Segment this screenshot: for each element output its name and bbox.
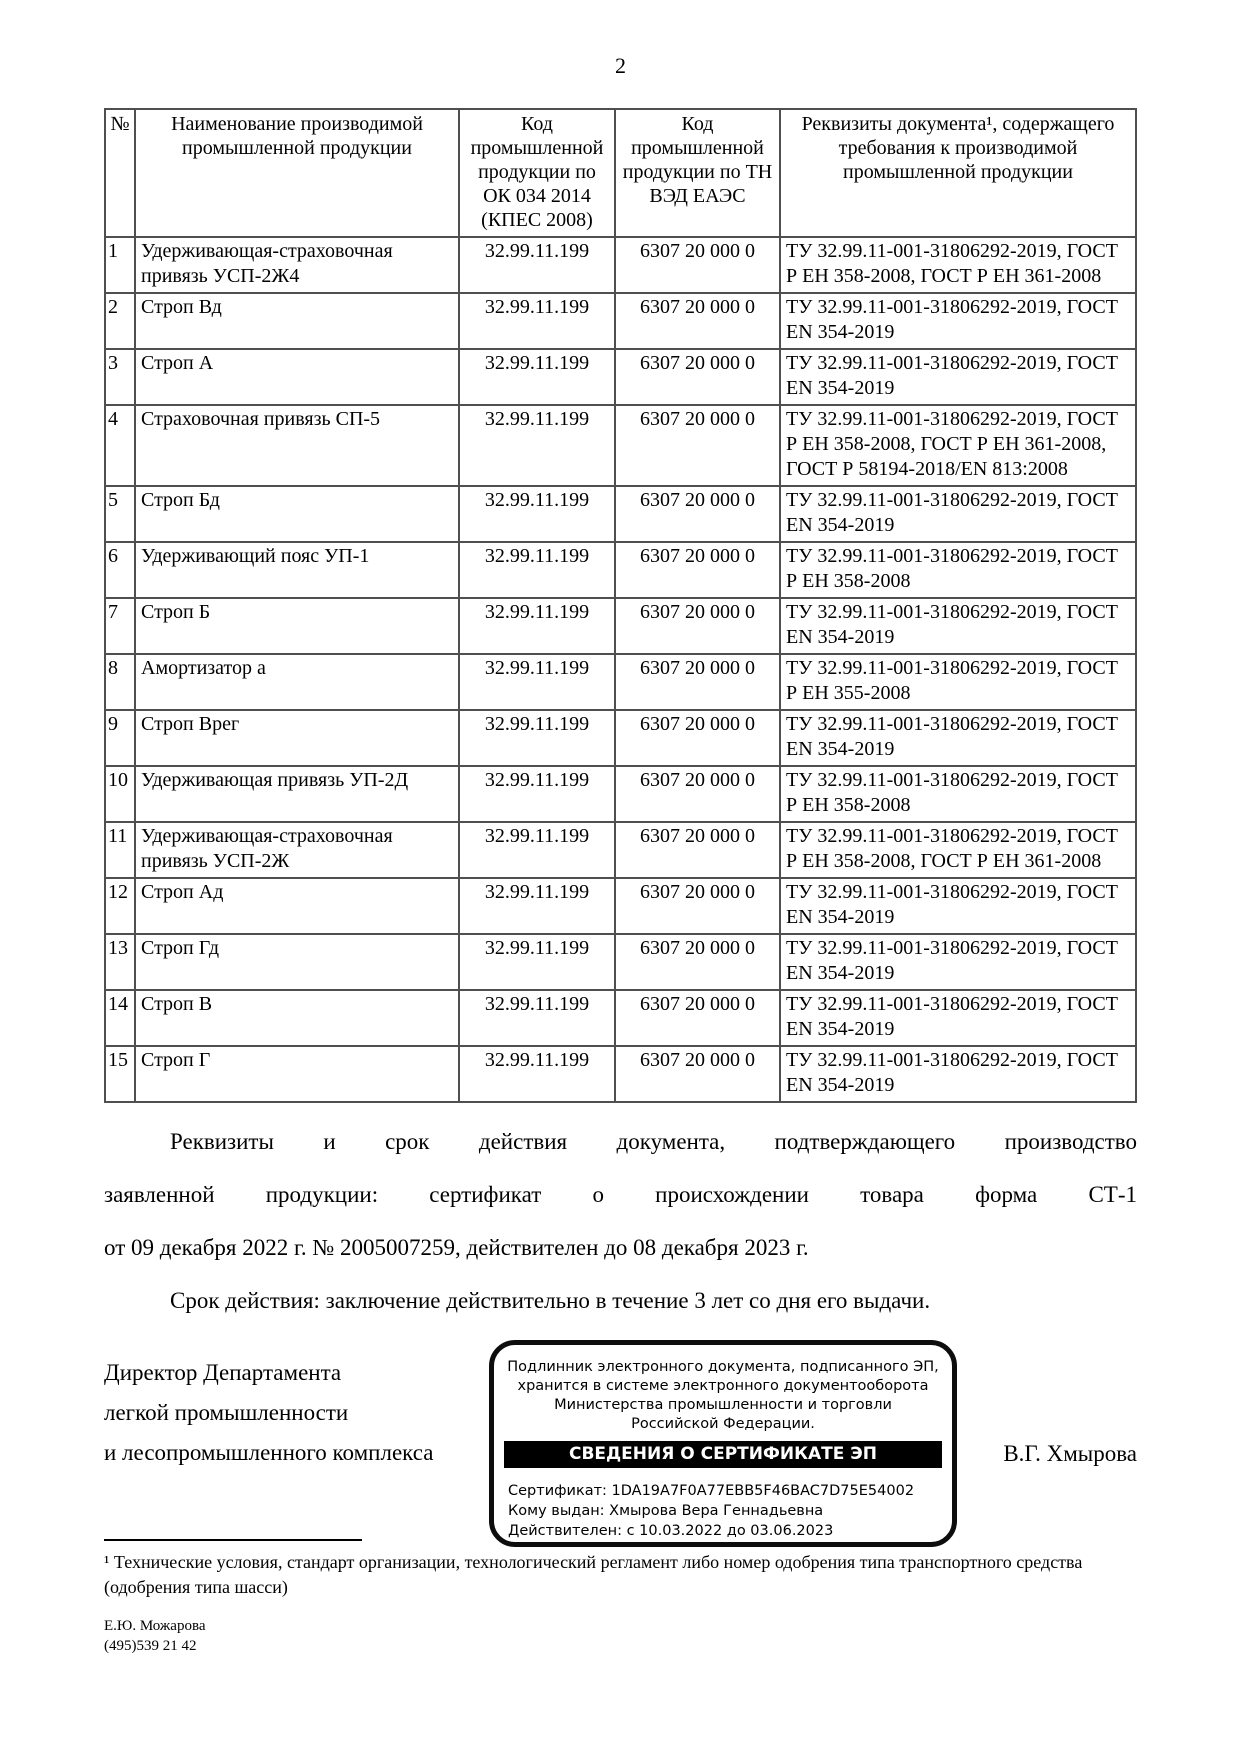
stamp-certificate-bar: СВЕДЕНИЯ О СЕРТИФИКАТЕ ЭП bbox=[504, 1441, 942, 1468]
table-row bbox=[105, 486, 1136, 542]
tnved-code-cell: 6307 20 000 0 bbox=[615, 486, 780, 542]
row-number-cell: 5 bbox=[105, 486, 135, 542]
tnved-code-cell: 6307 20 000 0 bbox=[615, 1046, 780, 1102]
row-number-cell: 14 bbox=[105, 990, 135, 1046]
stamp-intro-text bbox=[494, 1358, 952, 1434]
col-header-document-requisites: Реквизиты документа¹, содержащего требования к производимой промышленной продукции bbox=[780, 109, 1136, 237]
signature-name: В.Г. Хмырова bbox=[1003, 1441, 1137, 1466]
page-number: 2 bbox=[615, 53, 626, 78]
document-requisites-cell: ТУ 32.99.11-001-31806292-2019, ГОСТ EN 354-2019 bbox=[780, 710, 1136, 766]
stamp-intro-line: Российской Федерации. bbox=[631, 1416, 815, 1432]
tnved-code-cell: 6307 20 000 0 bbox=[615, 766, 780, 822]
okpd-code-cell: 32.99.11.199 bbox=[459, 405, 615, 486]
document-requisites-cell: ТУ 32.99.11-001-31806292-2019, ГОСТ Р ЕН 358-2008, ГОСТ Р ЕН 361-2008 bbox=[780, 237, 1136, 293]
document-requisites-cell: ТУ 32.99.11-001-31806292-2019, ГОСТ EN 354-2019 bbox=[780, 1046, 1136, 1102]
tnved-code-cell: 6307 20 000 0 bbox=[615, 293, 780, 349]
okpd-code-cell: 32.99.11.199 bbox=[459, 237, 615, 293]
row-number-cell: 10 bbox=[105, 766, 135, 822]
row-number-cell: 3 bbox=[105, 349, 135, 405]
col-header-product-name: Наименование производимой промышленной продукции bbox=[135, 109, 459, 237]
tnved-code-cell: 6307 20 000 0 bbox=[615, 878, 780, 934]
signature-title-line: и лесопромышленного комплекса bbox=[104, 1440, 434, 1465]
signature-title-line: Директор Департамента bbox=[104, 1360, 342, 1385]
tnved-code-cell: 6307 20 000 0 bbox=[615, 710, 780, 766]
okpd-code-cell: 32.99.11.199 bbox=[459, 878, 615, 934]
col-header-okpd-code: Код промышленной продукции по ОК 034 2014 (КПЕС 2008) bbox=[459, 109, 615, 237]
table-header-row bbox=[105, 109, 1136, 237]
row-number-cell: 6 bbox=[105, 542, 135, 598]
tnved-code-cell: 6307 20 000 0 bbox=[615, 822, 780, 878]
document-requisites-cell: ТУ 32.99.11-001-31806292-2019, ГОСТ EN 354-2019 bbox=[780, 486, 1136, 542]
product-name-cell: Удерживающая привязь УП-2Д bbox=[135, 766, 459, 822]
footer-contact-name: Е.Ю. Можарова bbox=[104, 1618, 206, 1634]
page-footer bbox=[104, 1616, 1137, 1656]
stamp-certificate-details bbox=[508, 1481, 952, 1541]
footnote-separator bbox=[104, 1539, 362, 1541]
table-row bbox=[105, 822, 1136, 878]
tnved-code-cell: 6307 20 000 0 bbox=[615, 237, 780, 293]
table-row bbox=[105, 237, 1136, 293]
table-row bbox=[105, 293, 1136, 349]
product-name-cell: Строп Бд bbox=[135, 486, 459, 542]
okpd-code-cell: 32.99.11.199 bbox=[459, 598, 615, 654]
document-requisites-cell: ТУ 32.99.11-001-31806292-2019, ГОСТ EN 354-2019 bbox=[780, 349, 1136, 405]
document-requisites-cell: ТУ 32.99.11-001-31806292-2019, ГОСТ EN 354-2019 bbox=[780, 293, 1136, 349]
esignature-stamp bbox=[489, 1340, 957, 1547]
product-name-cell: Страховочная привязь СП-5 bbox=[135, 405, 459, 486]
row-number-cell: 8 bbox=[105, 654, 135, 710]
table-row bbox=[105, 710, 1136, 766]
document-requisites-cell: ТУ 32.99.11-001-31806292-2019, ГОСТ EN 354-2019 bbox=[780, 878, 1136, 934]
okpd-code-cell: 32.99.11.199 bbox=[459, 766, 615, 822]
product-table bbox=[104, 108, 1137, 1103]
product-name-cell: Удерживающая-страховочная привязь УСП-2Ж bbox=[135, 822, 459, 878]
footer-phone: (495)539 21 42 bbox=[104, 1638, 197, 1654]
tnved-code-cell: 6307 20 000 0 bbox=[615, 349, 780, 405]
table-row bbox=[105, 598, 1136, 654]
tnved-code-cell: 6307 20 000 0 bbox=[615, 990, 780, 1046]
product-name-cell: Строп Гд bbox=[135, 934, 459, 990]
tnved-code-cell: 6307 20 000 0 bbox=[615, 934, 780, 990]
validity-paragraph: Срок действия: заключение действительно в течение 3 лет со дня его выдачи. bbox=[170, 1288, 931, 1313]
stamp-validity-period: Действителен: с 10.03.2022 до 03.06.2023 bbox=[508, 1523, 834, 1539]
row-number-cell: 12 bbox=[105, 878, 135, 934]
table-row bbox=[105, 934, 1136, 990]
document-requisites-cell: ТУ 32.99.11-001-31806292-2019, ГОСТ EN 354-2019 bbox=[780, 934, 1136, 990]
document-requisites-cell: ТУ 32.99.11-001-31806292-2019, ГОСТ EN 354-2019 bbox=[780, 990, 1136, 1046]
row-number-cell: 2 bbox=[105, 293, 135, 349]
stamp-intro-line: Подлинник электронного документа, подписанного ЭП, bbox=[507, 1359, 939, 1375]
okpd-code-cell: 32.99.11.199 bbox=[459, 934, 615, 990]
document-requisites-cell: ТУ 32.99.11-001-31806292-2019, ГОСТ Р ЕН 358-2008 bbox=[780, 766, 1136, 822]
okpd-code-cell: 32.99.11.199 bbox=[459, 542, 615, 598]
product-name-cell: Амортизатор а bbox=[135, 654, 459, 710]
okpd-code-cell: 32.99.11.199 bbox=[459, 486, 615, 542]
table-row bbox=[105, 654, 1136, 710]
row-number-cell: 9 bbox=[105, 710, 135, 766]
product-name-cell: Строп А bbox=[135, 349, 459, 405]
okpd-code-cell: 32.99.11.199 bbox=[459, 293, 615, 349]
table-row bbox=[105, 542, 1136, 598]
table-row bbox=[105, 405, 1136, 486]
row-number-cell: 1 bbox=[105, 237, 135, 293]
tnved-code-cell: 6307 20 000 0 bbox=[615, 598, 780, 654]
product-name-cell: Строп Б bbox=[135, 598, 459, 654]
product-name-cell: Строп Г bbox=[135, 1046, 459, 1102]
tnved-code-cell: 6307 20 000 0 bbox=[615, 405, 780, 486]
row-number-cell: 4 bbox=[105, 405, 135, 486]
stamp-intro-line: хранится в системе электронного документооборота bbox=[517, 1378, 929, 1394]
document-requisites-cell: ТУ 32.99.11-001-31806292-2019, ГОСТ EN 354-2019 bbox=[780, 598, 1136, 654]
product-name-cell: Удерживающая-страховочная привязь УСП-2Ж4 bbox=[135, 237, 459, 293]
tnved-code-cell: 6307 20 000 0 bbox=[615, 654, 780, 710]
table-row bbox=[105, 766, 1136, 822]
table-row bbox=[105, 878, 1136, 934]
paragraph-line: заявленной продукции: сертификат о происхождении товара форма СТ-1 bbox=[104, 1182, 1137, 1207]
document-requisites-cell: ТУ 32.99.11-001-31806292-2019, ГОСТ Р ЕН 358-2008, ГОСТ Р ЕН 361-2008 bbox=[780, 822, 1136, 878]
product-name-cell: Строп Ад bbox=[135, 878, 459, 934]
stamp-certificate-number: Сертификат: 1DA19A7F0A77EBB5F46BAC7D75E54002 bbox=[508, 1483, 915, 1499]
table-row bbox=[105, 990, 1136, 1046]
footnote-text: ¹ Технические условия, стандарт организации, технологический регламент либо номер одобрения типа транспортного средства (одобрения типа шасси) bbox=[104, 1552, 1083, 1597]
signature-area bbox=[104, 1353, 1137, 1539]
product-name-cell: Удерживающий пояс УП-1 bbox=[135, 542, 459, 598]
okpd-code-cell: 32.99.11.199 bbox=[459, 822, 615, 878]
okpd-code-cell: 32.99.11.199 bbox=[459, 990, 615, 1046]
footnote bbox=[104, 1539, 1137, 1600]
col-header-tnved-code: Код промышленной продукции по ТН ВЭД ЕАЭС bbox=[615, 109, 780, 237]
row-number-cell: 11 bbox=[105, 822, 135, 878]
okpd-code-cell: 32.99.11.199 bbox=[459, 349, 615, 405]
document-requisites-cell: ТУ 32.99.11-001-31806292-2019, ГОСТ Р ЕН 358-2008, ГОСТ Р ЕН 361-2008, ГОСТ Р 58194-2018/EN 813:2008 bbox=[780, 405, 1136, 486]
signature-title-line: легкой промышленности bbox=[104, 1400, 349, 1425]
table-row bbox=[105, 349, 1136, 405]
paragraph-line: Реквизиты и срок действия документа, подтверждающего производство bbox=[170, 1129, 1137, 1154]
col-header-number: № bbox=[105, 109, 135, 237]
product-table-body bbox=[105, 237, 1136, 1102]
row-number-cell: 15 bbox=[105, 1046, 135, 1102]
product-name-cell: Строп В bbox=[135, 990, 459, 1046]
requisites-paragraph bbox=[104, 1115, 1137, 1274]
okpd-code-cell: 32.99.11.199 bbox=[459, 1046, 615, 1102]
row-number-cell: 13 bbox=[105, 934, 135, 990]
table-row bbox=[105, 1046, 1136, 1102]
product-name-cell: Строп Врег bbox=[135, 710, 459, 766]
document-requisites-cell: ТУ 32.99.11-001-31806292-2019, ГОСТ Р ЕН 355-2008 bbox=[780, 654, 1136, 710]
stamp-intro-line: Министерства промышленности и торговли bbox=[554, 1397, 892, 1413]
row-number-cell: 7 bbox=[105, 598, 135, 654]
okpd-code-cell: 32.99.11.199 bbox=[459, 654, 615, 710]
okpd-code-cell: 32.99.11.199 bbox=[459, 710, 615, 766]
tnved-code-cell: 6307 20 000 0 bbox=[615, 542, 780, 598]
document-requisites-cell: ТУ 32.99.11-001-31806292-2019, ГОСТ Р ЕН 358-2008 bbox=[780, 542, 1136, 598]
stamp-issued-to: Кому выдан: Хмырова Вера Геннадьевна bbox=[508, 1503, 824, 1519]
paragraph-line: от 09 декабря 2022 г. № 2005007259, действителен до 08 декабря 2023 г. bbox=[104, 1235, 809, 1260]
product-name-cell: Строп Вд bbox=[135, 293, 459, 349]
